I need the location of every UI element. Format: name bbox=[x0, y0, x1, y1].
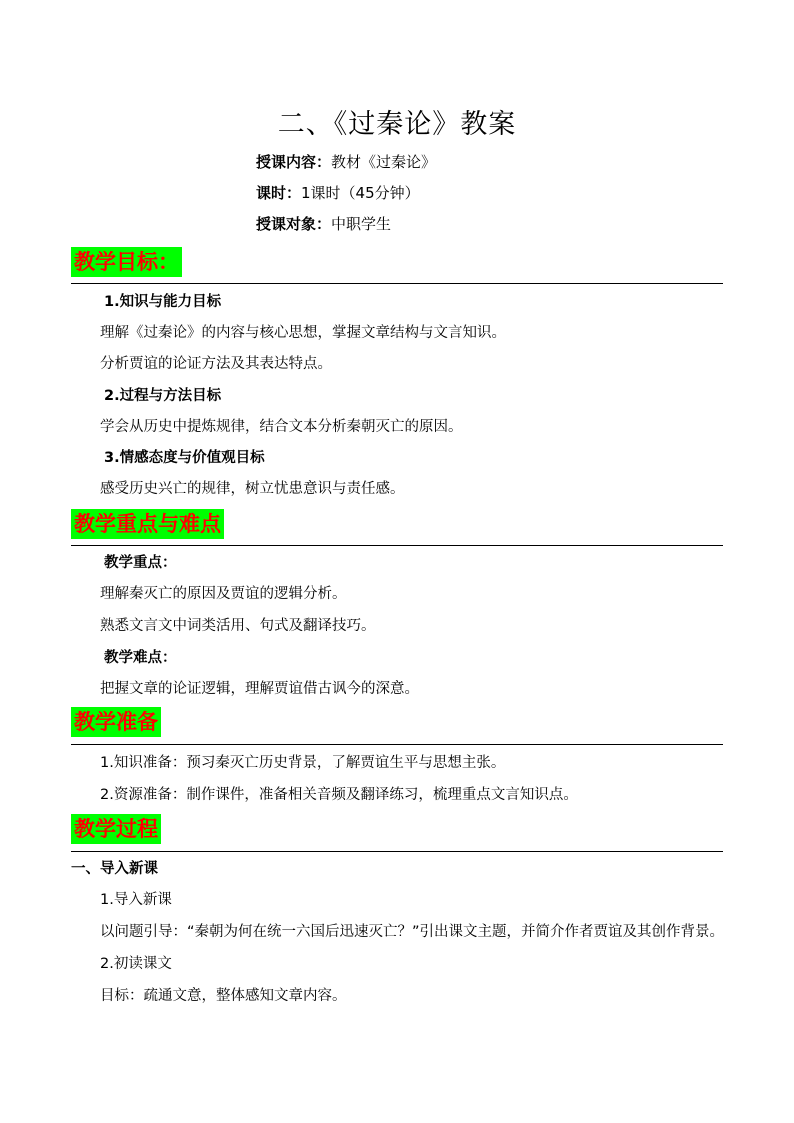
process-line: 2.初读课文 bbox=[100, 956, 172, 972]
preparation-line: 1.知识准备：预习秦灭亡历史背景，了解贾谊生平与思想主张。 bbox=[100, 755, 506, 771]
process-line: 1.导入新课 bbox=[100, 892, 172, 908]
meta-label: 授课内容： bbox=[256, 153, 332, 171]
section-heading-process: 教学过程 bbox=[71, 814, 161, 844]
meta-content bbox=[256, 152, 436, 172]
objective-line: 理解《过秦论》的内容与核心思想，掌握文章结构与文言知识。 bbox=[100, 325, 506, 341]
objective-line: 分析贾谊的论证方法及其表达特点。 bbox=[100, 356, 332, 372]
process-step-title: 一、导入新课 bbox=[71, 861, 158, 877]
meta-label: 课时： bbox=[256, 184, 302, 202]
key-point-line: 熟悉文言文中词类活用、句式及翻译技巧。 bbox=[100, 618, 376, 634]
key-point-line: 理解秦灭亡的原因及贾谊的逻辑分析。 bbox=[100, 586, 347, 602]
preparation-line: 2.资源准备：制作课件，准备相关音频及翻译练习，梳理重点文言知识点。 bbox=[100, 787, 578, 803]
objective-line: 感受历史兴亡的规律，树立忧患意识与责任感。 bbox=[100, 481, 405, 497]
meta-audience bbox=[256, 214, 391, 234]
meta-value: 1课时（45分钟） bbox=[301, 184, 420, 202]
section-divider bbox=[71, 545, 723, 546]
key-point-subtitle: 教学难点： bbox=[104, 650, 177, 666]
meta-value: 教材《过秦论》 bbox=[331, 153, 437, 171]
key-point-line: 把握文章的论证逻辑，理解贾谊借古讽今的深意。 bbox=[100, 681, 419, 697]
key-point-subtitle: 教学重点： bbox=[104, 555, 177, 571]
section-divider bbox=[71, 744, 723, 745]
document-title: 二、《过秦论》教案 bbox=[277, 109, 517, 140]
meta-label: 授课对象： bbox=[256, 215, 332, 233]
process-line: 目标：疏通文意，整体感知文章内容。 bbox=[100, 988, 347, 1004]
objective-subtitle: 1.知识与能力目标 bbox=[104, 294, 222, 310]
process-line: 以问题引导：“秦朝为何在统一六国后迅速灭亡？”引出课文主题，并简介作者贾谊及其创作背景。 bbox=[100, 924, 725, 940]
meta-value: 中职学生 bbox=[331, 215, 392, 233]
objective-subtitle: 2.过程与方法目标 bbox=[104, 388, 222, 404]
section-heading-key-points: 教学重点与难点 bbox=[71, 509, 224, 539]
section-divider bbox=[71, 851, 723, 852]
section-divider bbox=[71, 283, 723, 284]
objective-subtitle: 3.情感态度与价值观目标 bbox=[104, 450, 265, 466]
meta-duration bbox=[256, 183, 420, 203]
section-heading-objectives: 教学目标： bbox=[71, 247, 182, 277]
section-heading-preparation: 教学准备 bbox=[71, 707, 161, 737]
objective-line: 学会从历史中提炼规律，结合文本分析秦朝灭亡的原因。 bbox=[100, 419, 463, 435]
